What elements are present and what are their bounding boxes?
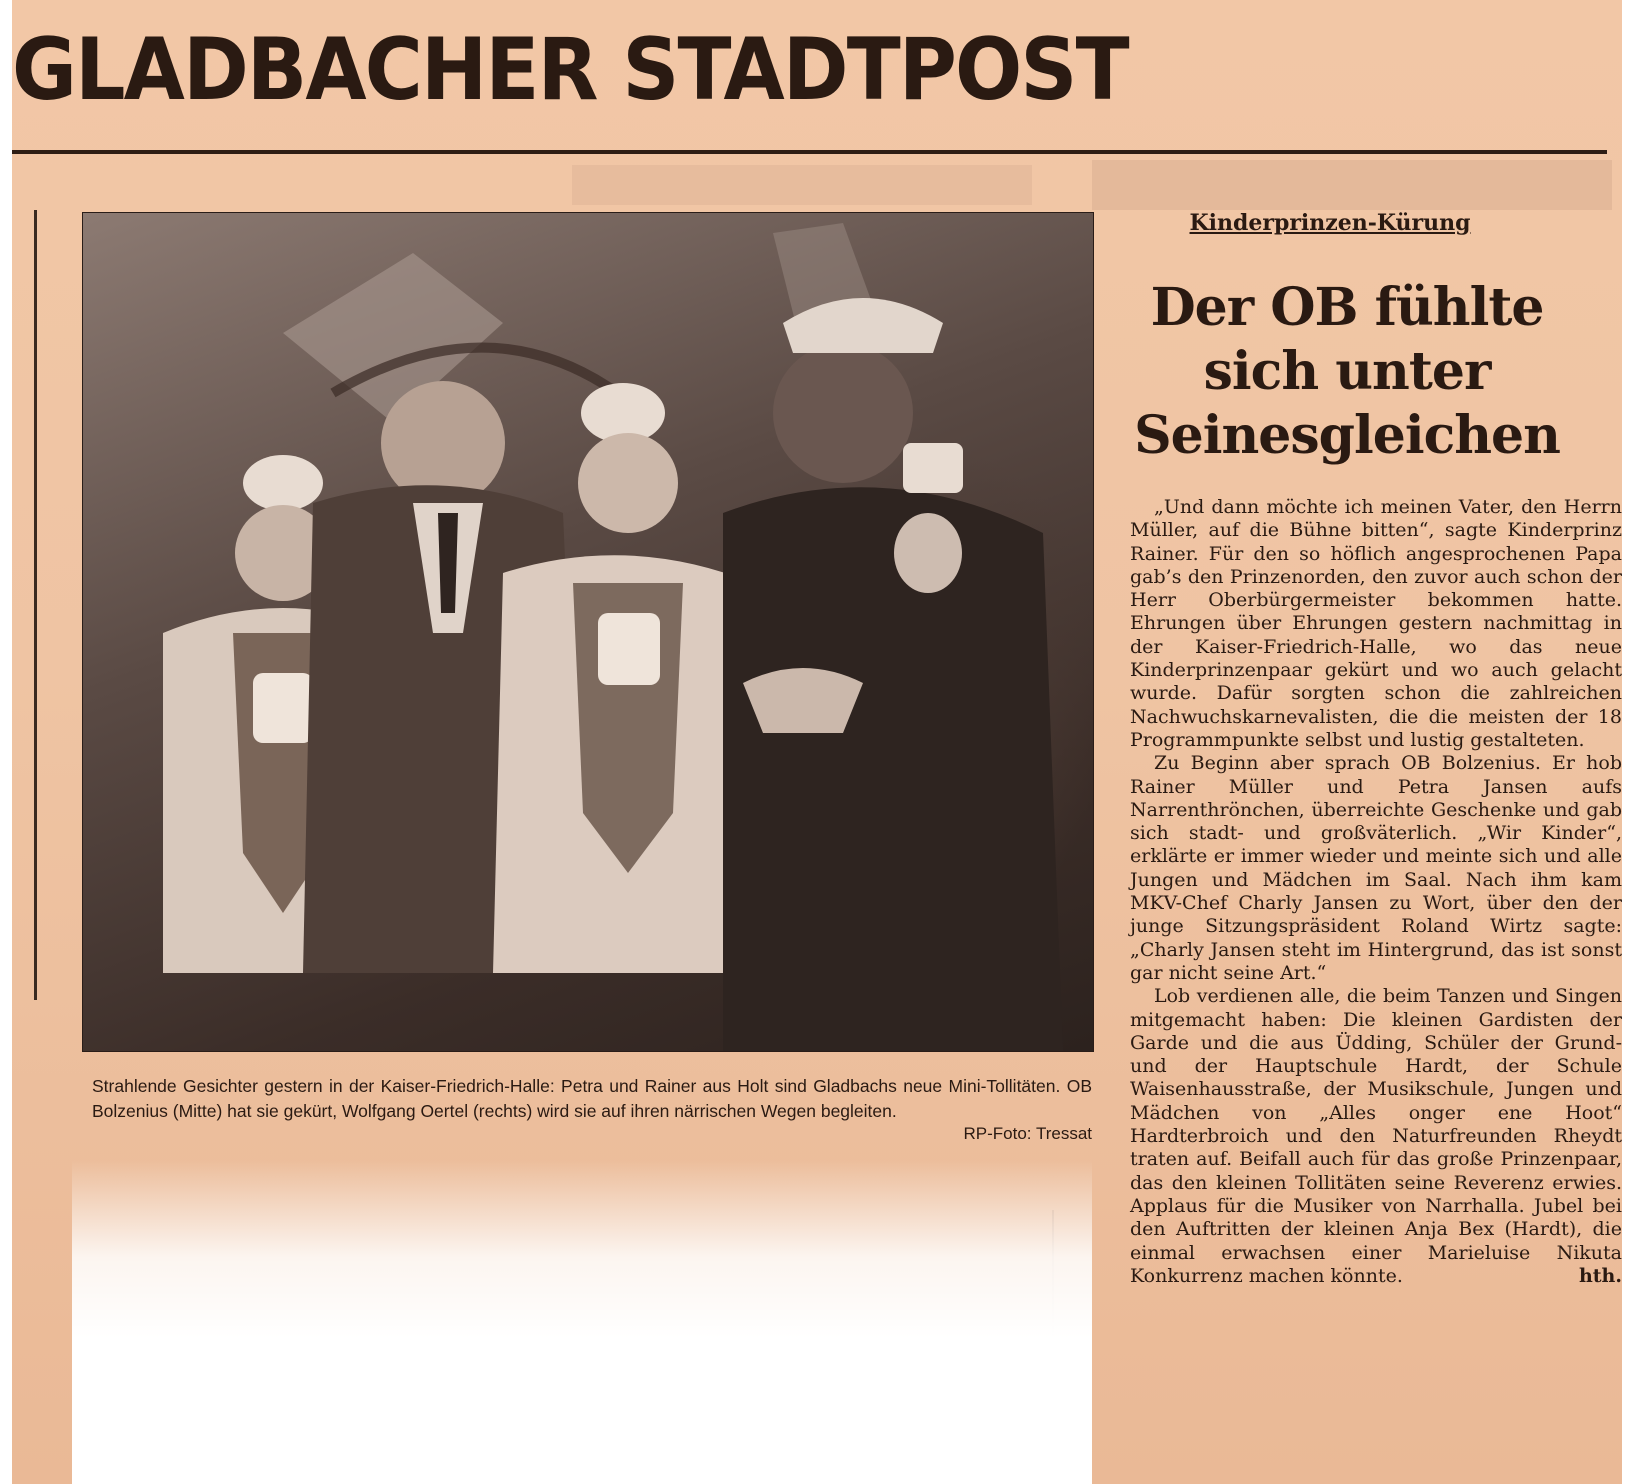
escort-face xyxy=(773,343,913,483)
article-paragraph: „Und dann möchte ich meinen Vater, den Herrn Müller, auf die Bühne bitten“, sagte Kinderprinz Rainer. Für den so höflich angesprochenen Papa gab’s den Prinzenorden, den zuvor auch schon der Herr Oberbürgermeister bekommen hatte. Ehrungen über Ehrungen gestern nachmittag in der Kaiser-Friedrich-Halle, wo das neue Kinderprinzenpaar gekürt und wo auch gelacht wurde. Dafür sorgten schon die zahlreichen Nachwuchskarnevalisten, die die meisten der 18 Programmpunkte selbst und lustig gestalteten. xyxy=(1130,496,1622,751)
child-left-crown xyxy=(243,455,323,511)
article-kicker: Kinderprinzen-Kürung xyxy=(1189,210,1471,236)
photo-credit: RP-Foto: Tressat xyxy=(963,1124,1092,1143)
newspaper-clipping xyxy=(12,0,1622,1484)
article-photo xyxy=(82,212,1094,1052)
article-paragraph-text: Lob verdienen alle, die beim Tanzen und Singen mitgemacht haben: Die kleinen Gardisten der Garde und die aus Üdding, Schüler der Grund- und der Hauptschule Hardt, der Schule Waisenhausstraße, der Musikschule, Jungen und Mädchen von „Alles onger ene Hoot“ Hardterbroich und den Naturfreunden Rheydt traten auf. Beifall auch für das große Prinzenpaar, das den kleinen Tollitäten seine Reverenz erwies. Applaus für die Musiker von Narrhalla. Jubel bei den Auftritten der kleinen Anja Bex (Hardt), die einmal erwachsen einer Marieluise Nikuta Konkurrenz machen könnte. xyxy=(1130,985,1622,1287)
article-paragraph xyxy=(1130,985,1622,1288)
author-signature: hth. xyxy=(1578,1264,1622,1287)
escort-uniform xyxy=(723,487,1063,1051)
photo-caption: Strahlende Gesichter gestern in der Kaiser-Friedrich-Halle: Petra und Rainer aus Holt sind Gladbachs neue Mini-Tollitäten. OB Bolzenius (Mitte) hat sie gekürt, Wolfgang Oertel (rechts) wird sie auf ihren närrischen Wegen begleiten. xyxy=(92,1076,1092,1121)
article-body xyxy=(1130,496,1622,1288)
masthead-rule xyxy=(12,150,1607,154)
headline-line: Der OB fühlte xyxy=(1150,277,1544,338)
child-right-face xyxy=(578,433,678,533)
mayor-tie xyxy=(438,513,458,613)
child-right-crest xyxy=(598,613,660,685)
photo-illustration xyxy=(83,213,1093,1051)
left-column-border xyxy=(12,210,37,1000)
headline-line: sich unter xyxy=(1203,341,1491,402)
masthead: GLADBACHER STADTPOST xyxy=(12,20,1128,120)
article-headline xyxy=(1107,276,1587,468)
child-left-crest xyxy=(253,673,313,743)
torn-edge-fade xyxy=(72,1160,1092,1484)
show-through-headline xyxy=(1092,160,1612,210)
escort-badge xyxy=(903,443,963,493)
article-paragraph: Zu Beginn aber sprach OB Bolzenius. Er hob Rainer Müller und Petra Jansen aufs Narrenthrönchen, überreichte Geschenke und gab sich stadt- und großväterlich. „Wir Kinder“, erklärte er immer wieder und meinte sich und alle Jungen und Mädchen im Saal. Nach ihm kam MKV-Chef Charly Jansen zu Wort, über den der junge Sitzungspräsident Roland Wirtz sagte: „Charly Jansen steht im Hintergrund, das ist sonst gar nicht seine Art.“ xyxy=(1130,752,1622,984)
escort-hand xyxy=(743,668,863,733)
show-through-block xyxy=(572,165,1032,205)
headline-line: Seinesgleichen xyxy=(1134,405,1560,466)
escort-emblem xyxy=(894,513,962,593)
